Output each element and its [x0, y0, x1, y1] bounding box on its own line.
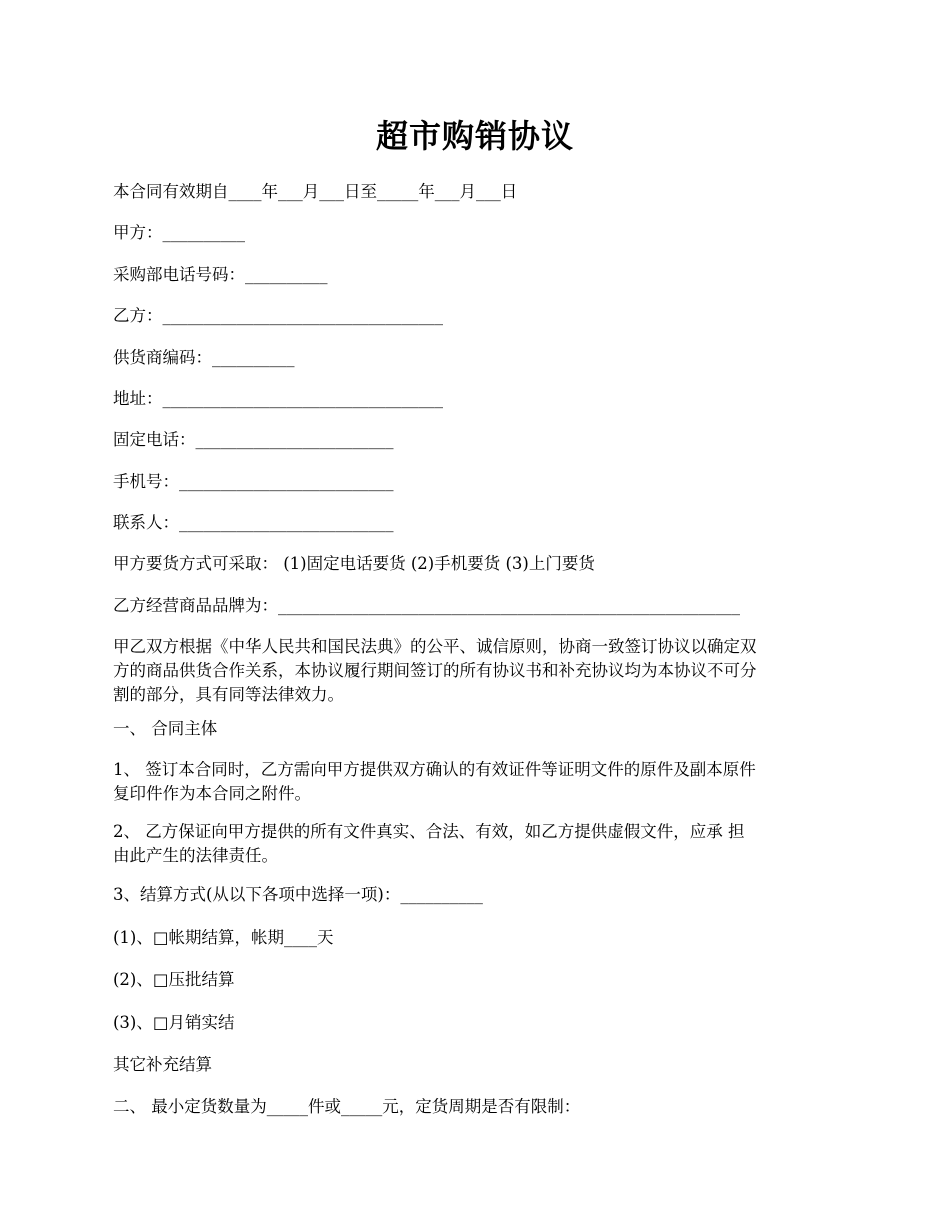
- purchase-phone-line: 采购部电话号码：__________: [113, 265, 328, 284]
- order-methods-line: 甲方要货方式可采取： (1)固定电话要货 (2)手机要货 (3)上门要货: [113, 554, 595, 573]
- section-1-heading: 一、 合同主体: [113, 719, 218, 738]
- party-b-line: 乙方：__________________________________: [113, 306, 443, 325]
- clause-3-line: 3、结算方式(从以下各项中选择一项)：__________: [113, 885, 483, 904]
- party-a-line: 甲方：__________: [113, 223, 245, 242]
- section-2-heading: 二、 最小定货数量为_____件或_____元，定货周期是否有限制：: [113, 1097, 581, 1116]
- settlement-option-1: (1)、□帐期结算，帐期____天: [113, 928, 334, 947]
- mobile-line: 手机号：__________________________: [113, 472, 394, 491]
- clause-1-paragraph: 1、 签订本合同时，乙方需向甲方提供双方确认的有效证件等证明文件的原件及副本原件 复印件作为本合同之附件。: [113, 760, 756, 803]
- other-settlement-line: 其它补充结算: [113, 1055, 212, 1074]
- address-line: 地址：__________________________________: [113, 389, 443, 408]
- document-title: 超市购销协议: [375, 117, 574, 155]
- preamble-paragraph: 甲乙双方根据《中华人民共和国民法典》的公平、诚信原则，协商一致签订协议以确定双 方的商品供货合作关系，本协议履行期间签订的所有协议书和补充协议均为本协议不可分 割的部分，具有同等法律效力。: [113, 637, 757, 704]
- settlement-option-2: (2)、□压批结算: [113, 970, 235, 989]
- landline-line: 固定电话：________________________: [113, 430, 394, 449]
- settlement-option-3: (3)、□月销实结: [113, 1013, 235, 1032]
- brands-line: 乙方经营商品品牌为：________________________________________________________: [113, 596, 740, 615]
- validity-period-line: 本合同有效期自____年___月___日至_____年___月___日: [113, 182, 518, 201]
- contact-line: 联系人：__________________________: [113, 513, 394, 532]
- clause-2-paragraph: 2、 乙方保证向甲方提供的所有文件真实、合法、有效，如乙方提供虚假文件，应承 担 由此产生的法律责任。: [113, 822, 745, 865]
- supplier-code-line: 供货商编码：__________: [113, 348, 295, 367]
